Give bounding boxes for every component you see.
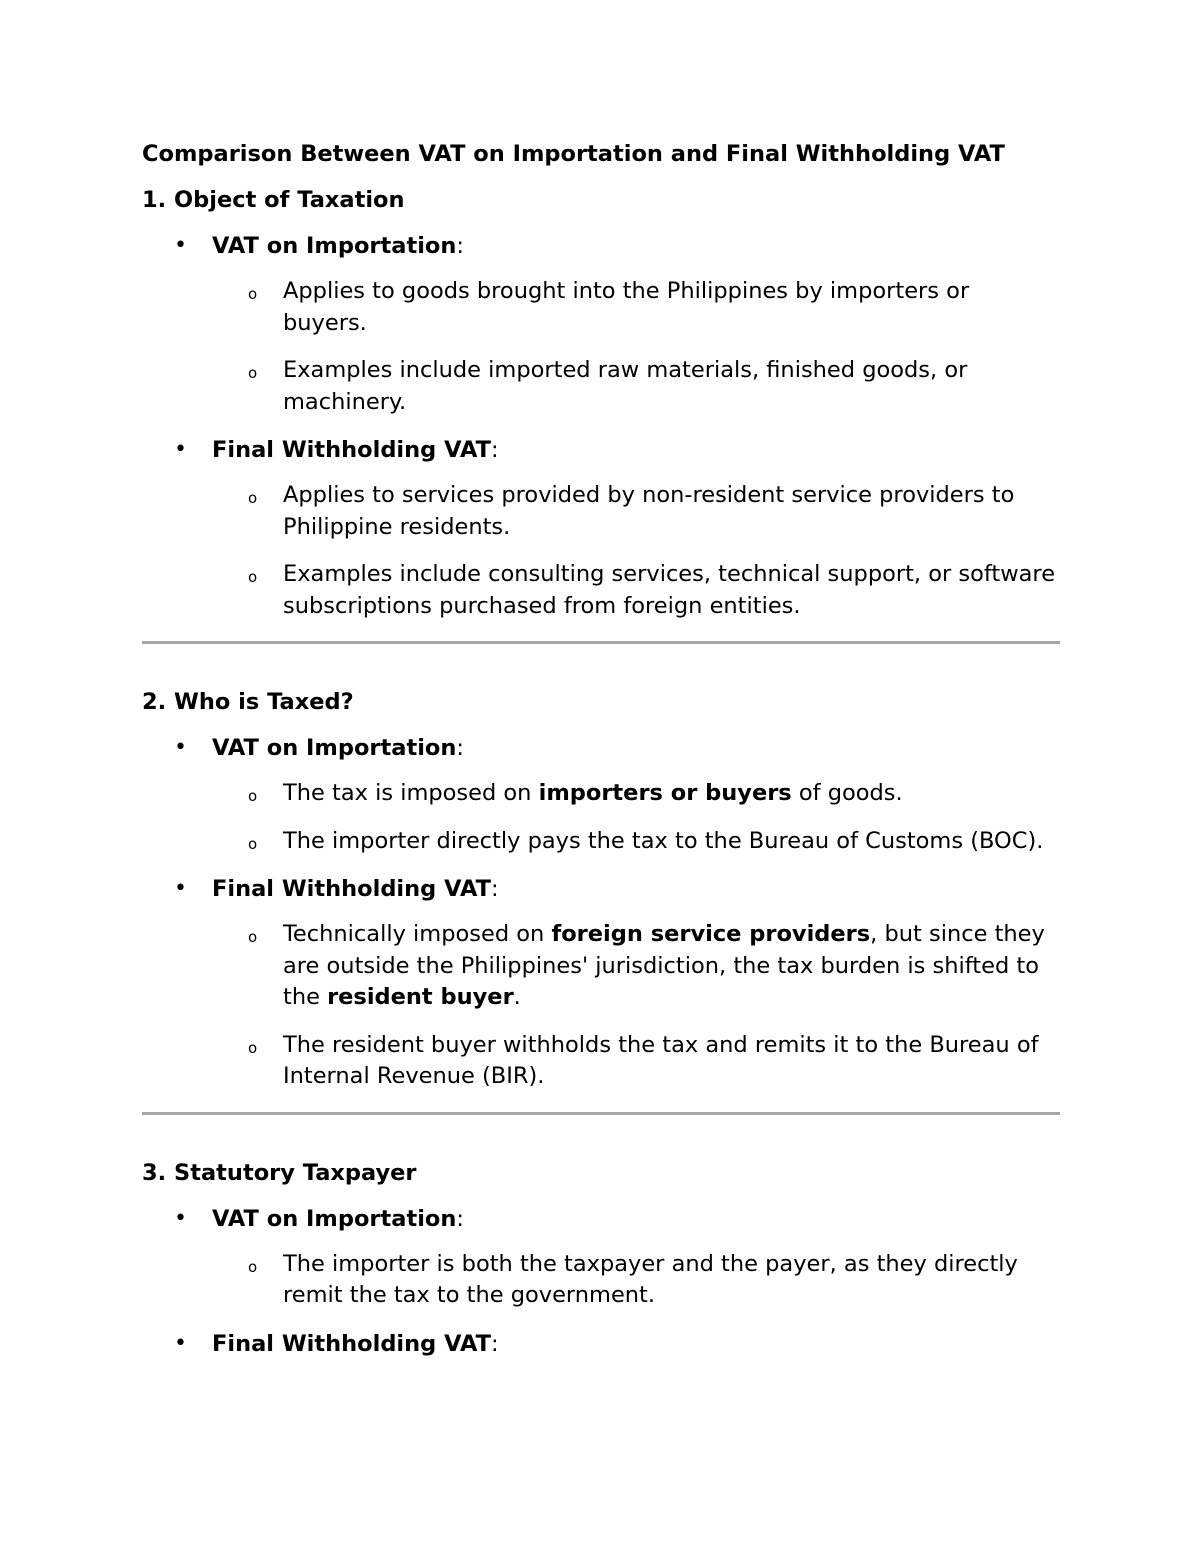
list-item-text: The resident buyer withholds the tax and remits it to the Bureau of Internal Revenue (BIR).	[283, 1031, 1039, 1089]
list-item-text: Applies to goods brought into the Philippines by importers or buyers.	[283, 278, 970, 336]
list-item-text: Technically imposed on	[283, 921, 552, 947]
list-item	[142, 559, 1060, 622]
list-item-text: The importer is both the taxpayer and the payer, as they directly remit the tax to the government.	[283, 1250, 1018, 1308]
bullet-icon: •	[174, 1205, 187, 1231]
sub-bullet-icon: o	[248, 1257, 258, 1276]
sub-bullet-icon: o	[248, 285, 258, 303]
section-heading: 1. Object of Taxation	[142, 187, 405, 213]
sub-bullet-icon: o	[248, 787, 258, 805]
list-item	[142, 826, 1060, 858]
list-item-text: The importer directly pays the tax to the Bureau of Customs (BOC).	[283, 827, 1044, 854]
sub-bullet-icon: o	[248, 1038, 258, 1057]
list-item-text: Applies to services provided by non-resident service providers to Philippine residents.	[283, 482, 1015, 540]
bullet-label: VAT on Importation	[212, 233, 457, 259]
list-item-text: The tax is imposed on	[283, 780, 539, 806]
bullet-icon: •	[174, 437, 187, 462]
bullet-suffix: :	[491, 1330, 499, 1357]
section-heading: 2. Who is Taxed?	[142, 689, 354, 715]
bullet-icon: •	[174, 1330, 187, 1356]
list-item	[142, 919, 1060, 1014]
sub-bullet-icon: o	[248, 364, 258, 382]
bullet-vat-on-importation	[142, 230, 1060, 262]
bullet-suffix: :	[456, 233, 464, 259]
bullet-suffix: :	[456, 1205, 464, 1232]
list-item-text: , but since they are outside the Philippines' jurisdiction, the tax burden is shifted to the	[283, 921, 1045, 1010]
section-who-is-taxed	[142, 686, 1060, 1093]
bullet-final-withholding-vat	[142, 1328, 1060, 1360]
horizontal-rule	[142, 641, 1060, 644]
list-item	[142, 1030, 1060, 1093]
list-item	[142, 778, 1060, 810]
list-item-text: Examples include consulting services, technical support, or software subscriptions purchased from foreign entities.	[283, 561, 1056, 619]
bullet-label: VAT on Importation	[212, 1205, 457, 1232]
bullet-suffix: :	[491, 437, 499, 463]
bullet-final-withholding-vat	[142, 434, 1060, 466]
bullet-final-withholding-vat	[142, 873, 1060, 905]
bullet-vat-on-importation	[142, 1203, 1060, 1235]
bullet-label: Final Withholding VAT	[212, 876, 491, 902]
section-heading: 3. Statutory Taxpayer	[142, 1159, 417, 1186]
list-item-text: Examples include imported raw materials, finished goods, or machinery.	[283, 357, 968, 415]
bullet-label: VAT on Importation	[212, 735, 457, 761]
bullet-icon: •	[174, 735, 187, 760]
bullet-label: Final Withholding VAT	[212, 1330, 491, 1357]
list-item	[142, 1249, 1060, 1312]
bullet-suffix: :	[491, 876, 499, 902]
section-statutory-taxpayer	[142, 1157, 1060, 1360]
list-item	[142, 480, 1060, 543]
bullet-icon: •	[174, 876, 187, 901]
sub-bullet-icon: o	[248, 834, 258, 853]
list-item-text: of goods.	[791, 780, 903, 806]
list-item-text: .	[513, 984, 521, 1010]
document-page	[142, 138, 1060, 1374]
bullet-vat-on-importation	[142, 732, 1060, 764]
document-title: Comparison Between VAT on Importation and Final Withholding VAT	[142, 141, 1005, 167]
section-object-of-taxation	[142, 184, 1060, 622]
horizontal-rule	[142, 1112, 1060, 1115]
list-item-emphasis: foreign service providers	[551, 921, 871, 947]
sub-bullet-icon: o	[248, 489, 258, 507]
sub-bullet-icon: o	[248, 928, 258, 946]
list-item	[142, 355, 1060, 418]
bullet-suffix: :	[456, 735, 464, 761]
list-item	[142, 276, 1060, 339]
list-item-emphasis: importers or buyers	[538, 780, 792, 806]
list-item-emphasis: resident buyer	[327, 984, 514, 1010]
bullet-icon: •	[174, 233, 187, 258]
bullet-label: Final Withholding VAT	[212, 437, 491, 463]
sub-bullet-icon: o	[248, 568, 258, 586]
